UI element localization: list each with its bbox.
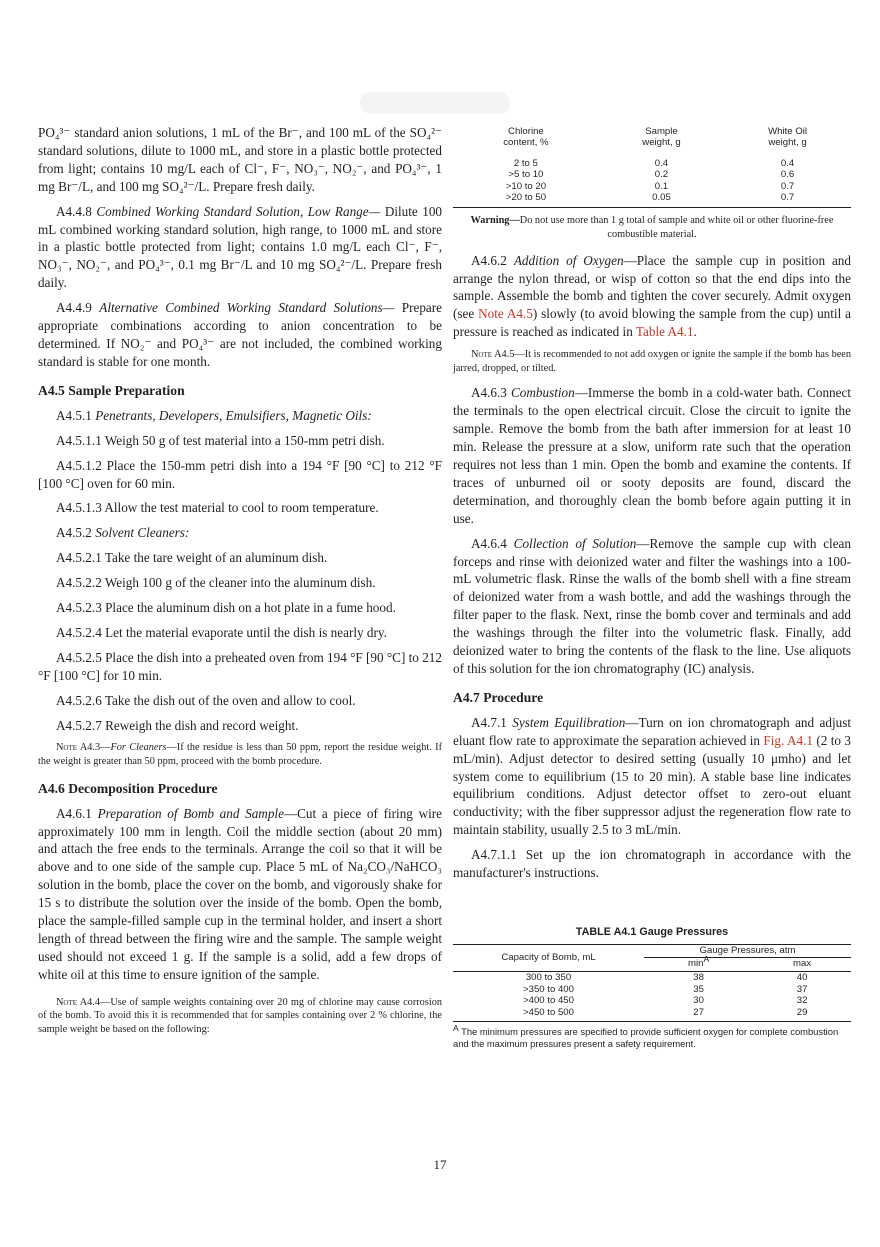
table-header-cell	[599, 126, 724, 158]
section-title: Combustion	[510, 385, 575, 401]
table-header-cell	[453, 126, 599, 158]
section-a449	[38, 299, 442, 371]
table-cell: 0.7	[780, 192, 795, 204]
step-a4527: A4.5.2.7 Reweigh the dish and record weight.	[56, 717, 299, 733]
section-title: Alternative Combined Working Standard Solutions—	[99, 300, 395, 316]
note-text: Use of sample weights containing over 20 mg of chlorine may cause corrosion of the bomb. To avoid this it is recommended that for samples containing over 2 % chlorine, the sample weight be based on the following:	[38, 996, 442, 1035]
table-cell: 0.05	[652, 192, 671, 204]
table-header-cell: max	[753, 957, 851, 972]
note-label: Note A4.5—	[471, 349, 525, 361]
warning-label: Warning—	[470, 215, 520, 227]
step-a4524: A4.5.2.4 Let the material evaporate until the dish is nearly dry.	[56, 624, 387, 640]
table-row	[453, 972, 851, 984]
table-cell: 300 to 350	[525, 972, 572, 984]
table-cell: 30	[693, 995, 704, 1007]
table-cell: 0.7	[780, 180, 795, 192]
table-header-cell: Capacity of Bomb, mL	[453, 945, 644, 972]
section-title: Solvent Cleaners:	[95, 525, 190, 541]
table-header-cell	[724, 126, 851, 158]
note-a45	[453, 348, 851, 375]
section-a451	[38, 407, 442, 425]
header-line: Sample	[645, 126, 678, 137]
section-number: A4.4.8	[56, 203, 92, 219]
table-rule	[453, 203, 851, 208]
note-a44	[38, 996, 442, 1037]
table-cell: >20 to 50	[505, 192, 547, 204]
section-text: —Cut a piece of firing wire approximately 100 mm in length. Coil the middle section (about 20 mm) and attach the free ends to the terminals. Arrange the coil so that it will be above and to one side of the sample cup. Place 5 mL of Na₂CO₃/NaHCO₃ solution in the bomb, place the cover on the bomb, and vigorously shake for 15 s to distribute the solution over the inside of the bomb. Open the bomb, place the sample-filled sample cup in the terminal holder, and insert a short length of thread between the firing wire and the sample. The sample weight used should not exceed 1 g. If the sample is a solid, add a few drops of white oil at this time to ensure ignition of the sample.	[38, 805, 443, 982]
table-cell: 0.6	[780, 169, 795, 181]
right-column	[453, 124, 851, 1050]
step-a4525: A4.5.2.5 Place the dish into a preheated oven from 194 °F [90 °C] to 212 °F [100 °C] for 10 min.	[38, 649, 442, 683]
header-line: weight, g	[768, 137, 807, 149]
table-cell: 35	[693, 983, 704, 995]
note-a45-link[interactable]: Note A4.5	[478, 306, 533, 322]
table-cell: >10 to 20	[505, 180, 547, 192]
table-cell: >400 to 450	[523, 995, 574, 1007]
section-text: (2 to 3 mL/min). Adjust detector to desired setting (usually 10 μmho) and let system come to equilibrium (15 to 20 min). A stable base line indicates equilibrium conditions. Adjust detector offset to zero-out eluant conductivity; with the fiber suppressor adjust the regeneration flow rate to maintain stability, usually 2.5 to 3 mL/min.	[453, 732, 851, 838]
step-a4521: A4.5.2.1 Take the tare weight of an aluminum dish.	[56, 550, 328, 566]
step-a4513: A4.5.1.3 Allow the test material to cool to room temperature.	[56, 500, 379, 516]
section-text: —Remove the sample cup with clean forceps and rinse with deionized water and filter the washings into a 100-mL volumetric flask. Rinse the walls of the bomb shell with a fine stream of deionized water from a wash bottle, and add the washings through the filter paper to the flask. Next, rinse the bomb cover and terminals and add the washings through the filter into the volumetric flask. Finally, add deionized water to bring the contents of the flask to the line. Use aliquots of this solution for the ion chromatography (IC) analysis.	[453, 535, 852, 676]
section-a448	[38, 203, 442, 293]
table-cell: >350 to 400	[523, 983, 574, 995]
section-title: Combined Working Standard Solution, Low Range—	[96, 203, 381, 219]
paragraph-standard-solutions: PO₄³⁻ standard anion solutions, 1 mL of the Br⁻, and 100 mL of the SO₄²⁻ standard solutions, dilute to 1000 mL, and store in a plastic bottle protected from light; contains 10 mg/L each of Cl⁻, F⁻, NO₃⁻, NO₂⁻, and PO₄³⁻, 1 mg Br⁻/L, and 100 mg SO₄²⁻/L. Prepare fresh daily.	[38, 125, 442, 194]
header-min: min	[688, 957, 704, 969]
table-cell: 40	[796, 972, 808, 984]
step-a4522: A4.5.2.2 Weigh 100 g of the cleaner into the aluminum dish.	[56, 575, 376, 591]
header-line: weight, g	[642, 137, 681, 149]
table-header-row	[453, 126, 851, 158]
footnote-text: The minimum pressures are specified to provide sufficient oxygen for complete combustion and the maximum pressures present a safety requirement.	[453, 1025, 839, 1049]
table-row	[453, 984, 851, 996]
table-row	[453, 995, 851, 1007]
table-caption: TABLE A4.1 Gauge Pressures	[575, 926, 729, 938]
table-header-cell	[644, 953, 753, 972]
table-cell: 0.1	[654, 180, 669, 192]
section-number: A4.6.4	[471, 535, 507, 551]
step-a4523: A4.5.2.3 Place the aluminum dish on a hot plate in a fume hood.	[56, 600, 396, 616]
section-number: A4.5.1	[56, 407, 92, 423]
section-text: Prepare appropriate combinations according to anion concentration to be determined. If NO₂⁻ and PO₄³⁻ are not included, the combined working standard is stable for one month.	[38, 300, 443, 369]
note-label: Note A4.4—	[56, 996, 111, 1008]
section-title: Addition of Oxygen	[513, 252, 624, 268]
warning-note	[463, 214, 841, 241]
section-title: Penetrants, Developers, Emulsifiers, Magnetic Oils:	[95, 407, 372, 423]
table-row	[453, 169, 851, 180]
table-cell: 38	[693, 972, 704, 984]
table-header-row	[453, 945, 851, 958]
table-footnote	[453, 1022, 851, 1051]
footnote-marker: A	[703, 953, 710, 964]
gauge-pressures-table	[453, 944, 851, 1022]
table-row	[453, 1007, 851, 1021]
table-cell: 0.4	[654, 157, 669, 169]
section-a452	[38, 524, 442, 542]
note-label: Note A4.3—	[56, 742, 111, 754]
table-cell: >450 to 500	[453, 1007, 644, 1021]
section-text: .	[693, 324, 697, 340]
footnote-marker: A	[453, 1022, 459, 1033]
section-title: Collection of Solution	[513, 535, 637, 551]
section-title: System Equilibration	[512, 714, 626, 730]
table-cell: 32	[796, 995, 808, 1007]
table-header-cell: Gauge Pressures, atm	[644, 945, 851, 958]
table-a41-link[interactable]: Table A4.1	[635, 324, 694, 340]
heading-decomposition-procedure: A4.6 Decomposition Procedure	[38, 780, 218, 796]
section-number: A4.7.1	[471, 714, 507, 730]
page-number: 17	[433, 1157, 447, 1172]
note-text: It is recommended to not add oxygen or ignite the sample if the bomb has been jarred, dropped, or tilted.	[453, 349, 852, 374]
section-a471	[453, 714, 851, 839]
table-cell: >5 to 10	[508, 169, 544, 181]
left-column	[38, 124, 442, 1046]
section-a464	[453, 535, 851, 678]
step-a4711: A4.7.1.1 Set up the ion chromatograph in accordance with the manufacturer's instructions.	[453, 847, 851, 881]
section-number: A4.6.1	[56, 805, 92, 821]
section-number: A4.6.2	[471, 252, 507, 268]
table-row	[453, 181, 851, 192]
header-line: content, %	[503, 137, 549, 149]
chlorine-weight-table	[453, 126, 851, 208]
section-text: Dilute 100 mL combined working standard solution, high range, to 1000 mL and store in a plastic bottle protected from light; contains 1.0 mg/L each Cl⁻, F⁻, NO₃⁻, NO₂⁻, and PO₄³⁻, 0.1 mg Br⁻/L and 10 mg SO₄²⁻/L. Prepare fresh daily.	[38, 203, 443, 291]
section-a462	[453, 252, 851, 342]
note-text: —If the residue is less than 50 ppm, report the residue weight. If the weight is greater than 50 ppm, proceed with the bomb procedure.	[38, 742, 443, 768]
warning-text: Do not use more than 1 g total of sample and white oil or other fluorine-free combustible material.	[519, 215, 834, 241]
section-a463	[453, 384, 851, 527]
heading-sample-preparation: A4.5 Sample Preparation	[38, 382, 185, 398]
section-text: —Place the sample cup in position and arrange the nylon thread, or wisp of cotton so that the end dips into the sample. Assemble the bomb and tighten the cover securely. Admit oxygen (see	[453, 252, 851, 322]
note-a43	[38, 741, 442, 768]
fig-a41-link[interactable]: Fig. A4.1	[763, 732, 813, 748]
table-row	[453, 192, 851, 203]
section-number: A4.4.9	[56, 300, 92, 316]
table-cell: 0.2	[654, 169, 669, 181]
header-line: Chlorine	[508, 126, 544, 137]
heading-procedure: A4.7 Procedure	[453, 689, 544, 705]
section-number: A4.5.2	[56, 525, 92, 541]
table-cell: 0.4	[780, 157, 795, 169]
step-a4526: A4.5.2.6 Take the dish out of the oven and allow to cool.	[56, 692, 356, 708]
section-title: Preparation of Bomb and Sample	[97, 805, 284, 821]
header-line: White Oil	[768, 126, 808, 137]
table-cell: 29	[753, 1007, 851, 1021]
table-cell: 2 to 5	[513, 157, 538, 169]
note-title: For Cleaners	[110, 742, 167, 754]
watermark	[360, 92, 510, 114]
section-text: —Immerse the bomb in a cold-water bath. Connect the terminals to the open electrical circuit. Close the circuit to ignite the sample. Remove the bomb from the bath after immersion for at least 10 min. Release the pressure at a slow, uniform rate such that the operation requires not less than 1 min. Open the bomb and examine the contents. If traces of unburned oil or sooty deposits are found, discard the determination, and thoroughly clean the bomb before again putting it in use.	[453, 385, 852, 526]
step-a4511: A4.5.1.1 Weigh 50 g of test material into a 150-mm petri dish.	[56, 432, 385, 448]
section-text: ) slowly (to avoid blowing the sample from the cup) until a pressure is reached as indicated in	[453, 306, 851, 340]
section-a461	[38, 805, 442, 984]
table-cell: 37	[796, 983, 808, 995]
table-cell: 27	[644, 1007, 753, 1021]
section-number: A4.6.3	[471, 385, 507, 401]
section-text: —Turn on ion chromatograph and adjust eluant flow rate to approximate the separation achieved in	[453, 714, 851, 748]
table-row	[453, 158, 851, 169]
step-a4512: A4.5.1.2 Place the 150-mm petri dish into a 194 °F [90 °C] to 212 °F [100 °C] oven for 60 min.	[38, 457, 442, 491]
